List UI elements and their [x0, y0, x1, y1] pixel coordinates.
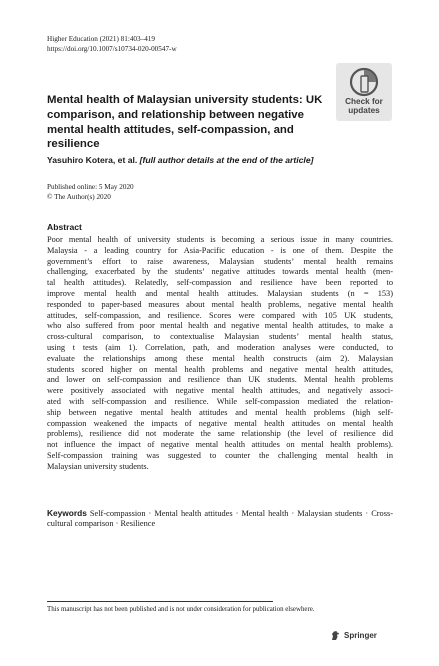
abstract-line: ship between negative mental health attitudes and mental health problems (high self-	[47, 407, 393, 417]
abstract-line: tal health attitudes). Relatedly, self-compassion and resilience have been reported to	[47, 278, 393, 288]
keywords-line	[47, 508, 393, 519]
authors-line	[47, 155, 407, 166]
check-for-updates-label: Check for updates	[345, 97, 383, 115]
abstract-line: Malaysia - a leading country for Asia-Pacific education - is one of them. Despite the	[47, 245, 393, 255]
keywords-list: Self-compassion · Mental health attitudes · Mental health · Malaysian students · Cross-	[89, 509, 393, 518]
abstract-line: Self-compassion training was suggested to counter the challenging mental health in	[47, 450, 393, 460]
footnote-divider	[47, 601, 273, 602]
doi-link[interactable]: https://doi.org/10.1007/s10734-020-00547-w	[47, 44, 177, 53]
abstract-line: and lower on self-compassion and resilience than UK students. Mental health problems	[47, 375, 393, 385]
abstract-line: were positively associated with negative mental health attitudes, and negatively associ-	[47, 386, 393, 396]
author-details-note: [full author details at the end of the article]	[139, 155, 314, 165]
abstract-line: students scored higher on mental health problems and negative mental health attitudes,	[47, 364, 393, 374]
keywords-label: Keywords	[47, 508, 87, 518]
abstract-line: government’s effort to raise awareness, Malaysian students’ mental health remains	[47, 256, 393, 266]
abstract-line: evaluate the relationships among these mental health constructs (aim 2). Malaysian	[47, 353, 393, 363]
abstract-line: Malaysian university students.	[47, 461, 149, 471]
copyright: © The Author(s) 2020	[47, 192, 111, 201]
abstract-body	[47, 235, 393, 473]
article-title: Mental health of Malaysian university students: UK comparison, and relationship between negative mental health attitudes, self-compassion, and resilience	[47, 94, 323, 151]
abstract-line: who also suffered from poor mental health and negative mental health attitudes, to make a	[47, 321, 393, 331]
check-for-updates-badge[interactable]	[336, 63, 392, 121]
abstract-heading: Abstract	[47, 222, 82, 232]
abstract-line: Poor mental health of university students is becoming a serious issue in many countries.	[47, 235, 393, 244]
published-date: Published online: 5 May 2020	[47, 183, 134, 191]
abstract-line: problems), resilience did not moderate the same relationship (the level of resilience did	[47, 429, 393, 439]
publisher-logo	[330, 630, 377, 641]
abstract-line: improve mental health and mental health attitudes. Malaysian students (n = 153)	[47, 288, 393, 298]
springer-horse-icon	[330, 630, 341, 641]
abstract-line: not influence the impact of negative mental health attitudes on mental health problems).	[47, 440, 393, 450]
publisher-name: Springer	[344, 631, 377, 640]
author-names[interactable]: Yasuhiro Kotera, et al.	[47, 155, 138, 165]
keywords	[47, 508, 393, 530]
abstract-line: using t tests (aim 1). Correlation, path, and moderation analyses were conducted, to	[47, 342, 393, 352]
abstract-line: responded to paper-based measures about mental health problems, negative mental health	[47, 299, 393, 309]
check-for-updates-icon	[349, 67, 379, 97]
publication-info	[47, 183, 134, 202]
footnote: This manuscript has not been published and is not under consideration for publication elsewhere.	[47, 606, 315, 613]
abstract-line: attitudes, self-compassion, and resilience. Scores were compared with 105 UK students,	[47, 310, 393, 320]
keywords-line: cultural comparison · Resilience	[47, 518, 156, 528]
abstract-line: ated with self-compassion and resilience. While self-compassion mediated the relation-	[47, 396, 393, 406]
journal-citation: Higher Education (2021) 81:403–419	[47, 35, 155, 43]
abstract-line: challenging, exacerbated by the students’ negative attitudes towards mental health (men-	[47, 267, 393, 277]
abstract-line: cross-cultural comparison, to contextualise Malaysian students’ mental health status,	[47, 332, 393, 342]
abstract-line: compassion weakened the impacts of negative mental health attitudes on mental health	[47, 418, 393, 428]
journal-header	[47, 35, 177, 54]
